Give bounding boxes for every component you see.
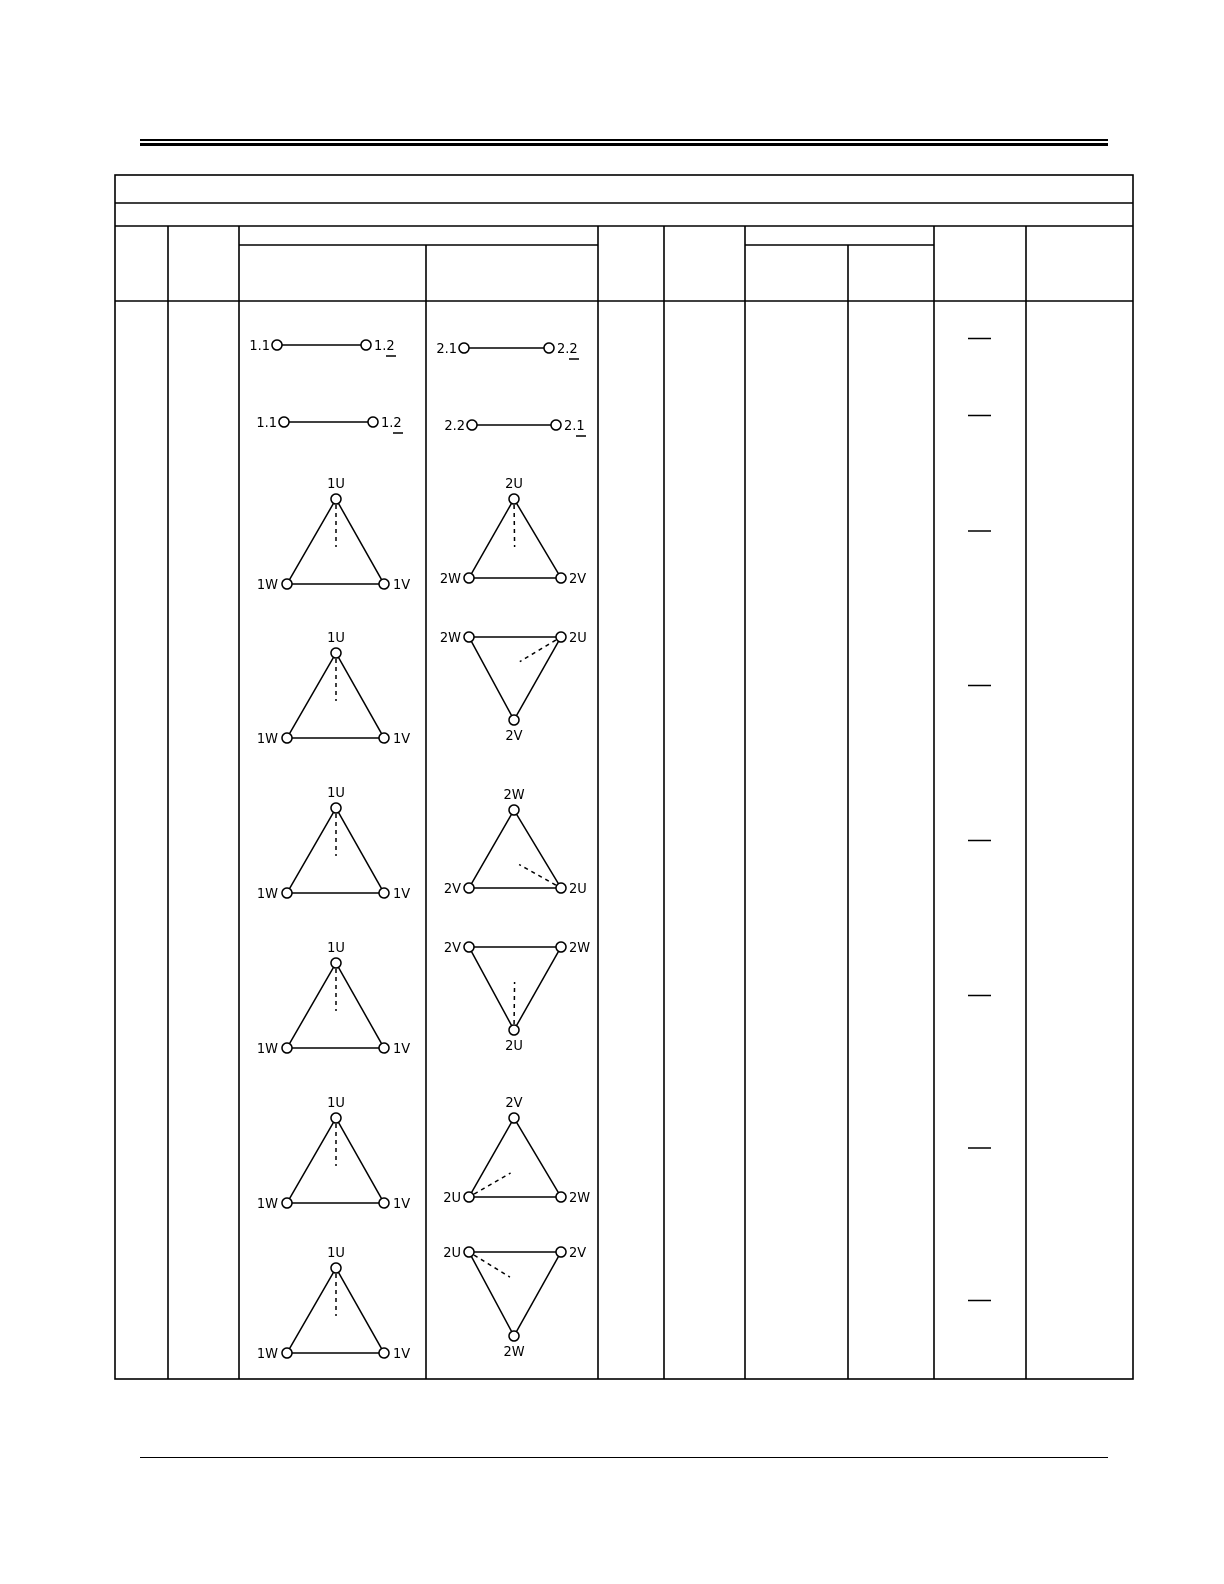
delta-side bbox=[514, 637, 561, 720]
delta-side bbox=[469, 499, 514, 578]
terminal-label: 2V bbox=[443, 941, 461, 956]
terminal-label: 2U bbox=[505, 477, 523, 492]
delta-side bbox=[336, 808, 384, 893]
terminal-node bbox=[282, 1198, 292, 1208]
terminal-label: 2W bbox=[569, 1191, 591, 1206]
delta-side bbox=[287, 1268, 336, 1353]
delta-side bbox=[514, 1252, 561, 1336]
delta-side bbox=[469, 637, 514, 720]
delta-side bbox=[514, 810, 561, 888]
terminal-node bbox=[551, 420, 561, 430]
terminal-label: 1W bbox=[256, 732, 278, 747]
terminal-node bbox=[379, 733, 389, 743]
terminal-label: 1V bbox=[393, 1042, 411, 1057]
terminal-node bbox=[509, 1331, 519, 1341]
terminal-label: 2V bbox=[569, 1246, 587, 1261]
terminal-label: 2V bbox=[505, 729, 523, 744]
footer-rule bbox=[140, 1457, 1108, 1458]
terminal-label: 1U bbox=[327, 941, 345, 956]
terminal-label: 1.2 bbox=[374, 339, 395, 354]
terminal-node bbox=[272, 340, 282, 350]
terminal-node bbox=[379, 1348, 389, 1358]
terminal-label: 2.1 bbox=[436, 342, 457, 357]
phase-indicator bbox=[514, 982, 515, 1024]
terminal-node bbox=[544, 343, 554, 353]
terminal-label: 2U bbox=[505, 1039, 523, 1054]
terminal-node bbox=[331, 803, 341, 813]
terminal-label: 1W bbox=[256, 1347, 278, 1362]
phase-indicator bbox=[474, 1173, 510, 1194]
delta-side bbox=[336, 653, 384, 738]
terminal-label: 2U bbox=[443, 1246, 461, 1261]
terminal-label: 1V bbox=[393, 578, 411, 593]
delta-side bbox=[469, 947, 514, 1030]
delta-side bbox=[514, 499, 561, 578]
delta-side bbox=[287, 963, 336, 1048]
terminal-node bbox=[464, 942, 474, 952]
terminal-node bbox=[509, 805, 519, 815]
table-body bbox=[249, 339, 991, 1363]
delta-side bbox=[287, 499, 336, 584]
terminal-label: 2U bbox=[569, 631, 587, 646]
delta-side bbox=[287, 808, 336, 893]
terminal-node bbox=[556, 1192, 566, 1202]
terminal-node bbox=[279, 417, 289, 427]
terminal-label: 2V bbox=[569, 572, 587, 587]
delta-side bbox=[469, 1252, 514, 1336]
terminal-label: 1U bbox=[327, 1096, 345, 1111]
terminal-label: 2U bbox=[569, 882, 587, 897]
delta-side bbox=[336, 963, 384, 1048]
terminal-label: 1W bbox=[256, 1042, 278, 1057]
terminal-node bbox=[282, 1043, 292, 1053]
terminal-node bbox=[556, 573, 566, 583]
delta-side bbox=[336, 499, 384, 584]
terminal-label: 2V bbox=[505, 1096, 523, 1111]
delta-side bbox=[469, 1118, 514, 1197]
terminal-node bbox=[282, 733, 292, 743]
terminal-node bbox=[379, 579, 389, 589]
terminal-node bbox=[464, 883, 474, 893]
terminal-node bbox=[331, 1113, 341, 1123]
terminal-label: 1V bbox=[393, 1347, 411, 1362]
terminal-node bbox=[464, 1192, 474, 1202]
phase-indicator bbox=[474, 1255, 510, 1277]
terminal-label: 1U bbox=[327, 477, 345, 492]
terminal-node bbox=[282, 1348, 292, 1358]
terminal-node bbox=[331, 1263, 341, 1273]
terminal-label: 1U bbox=[327, 1246, 345, 1261]
terminal-node bbox=[379, 1043, 389, 1053]
terminal-label: 1U bbox=[327, 631, 345, 646]
terminal-node bbox=[467, 420, 477, 430]
delta-side bbox=[287, 653, 336, 738]
terminal-label: 2W bbox=[503, 788, 525, 803]
terminal-label: 2W bbox=[569, 941, 591, 956]
terminal-node bbox=[464, 1247, 474, 1257]
terminal-label: 1.1 bbox=[256, 416, 277, 431]
terminal-node bbox=[379, 1198, 389, 1208]
terminal-node bbox=[556, 942, 566, 952]
terminal-node bbox=[368, 417, 378, 427]
terminal-node bbox=[331, 494, 341, 504]
terminal-node bbox=[556, 632, 566, 642]
terminal-label: 1U bbox=[327, 786, 345, 801]
terminal-node bbox=[361, 340, 371, 350]
terminal-node bbox=[556, 1247, 566, 1257]
terminal-label: 2.2 bbox=[557, 342, 578, 357]
terminal-node bbox=[509, 1113, 519, 1123]
terminal-label: 1.2 bbox=[381, 416, 402, 431]
terminal-node bbox=[509, 715, 519, 725]
terminal-label: 2.2 bbox=[444, 419, 465, 434]
phase-indicator bbox=[519, 865, 556, 886]
terminal-node bbox=[331, 648, 341, 658]
delta-side bbox=[514, 1118, 561, 1197]
delta-side bbox=[336, 1118, 384, 1203]
delta-side bbox=[514, 947, 561, 1030]
terminal-node bbox=[282, 888, 292, 898]
terminal-label: 2W bbox=[439, 572, 461, 587]
terminal-label: 1W bbox=[256, 887, 278, 902]
terminal-node bbox=[509, 1025, 519, 1035]
terminal-label: 1W bbox=[256, 1197, 278, 1212]
delta-side bbox=[287, 1118, 336, 1203]
terminal-label: 2V bbox=[443, 882, 461, 897]
terminal-node bbox=[464, 632, 474, 642]
terminal-label: 2W bbox=[503, 1345, 525, 1360]
terminal-node bbox=[282, 579, 292, 589]
delta-side bbox=[469, 810, 514, 888]
terminal-label: 1V bbox=[393, 887, 411, 902]
phase-indicator bbox=[520, 640, 556, 662]
terminal-node bbox=[459, 343, 469, 353]
phase-indicator bbox=[514, 505, 515, 547]
terminal-node bbox=[464, 573, 474, 583]
terminal-node bbox=[331, 958, 341, 968]
terminal-label: 1W bbox=[256, 578, 278, 593]
terminal-label: 2U bbox=[443, 1191, 461, 1206]
terminal-label: 1.1 bbox=[249, 339, 270, 354]
terminal-node bbox=[509, 494, 519, 504]
terminal-label: 1V bbox=[393, 1197, 411, 1212]
terminal-node bbox=[556, 883, 566, 893]
terminal-label: 1V bbox=[393, 732, 411, 747]
delta-side bbox=[336, 1268, 384, 1353]
terminal-label: 2.1 bbox=[564, 419, 585, 434]
terminal-label: 2W bbox=[439, 631, 461, 646]
terminal-node bbox=[379, 888, 389, 898]
